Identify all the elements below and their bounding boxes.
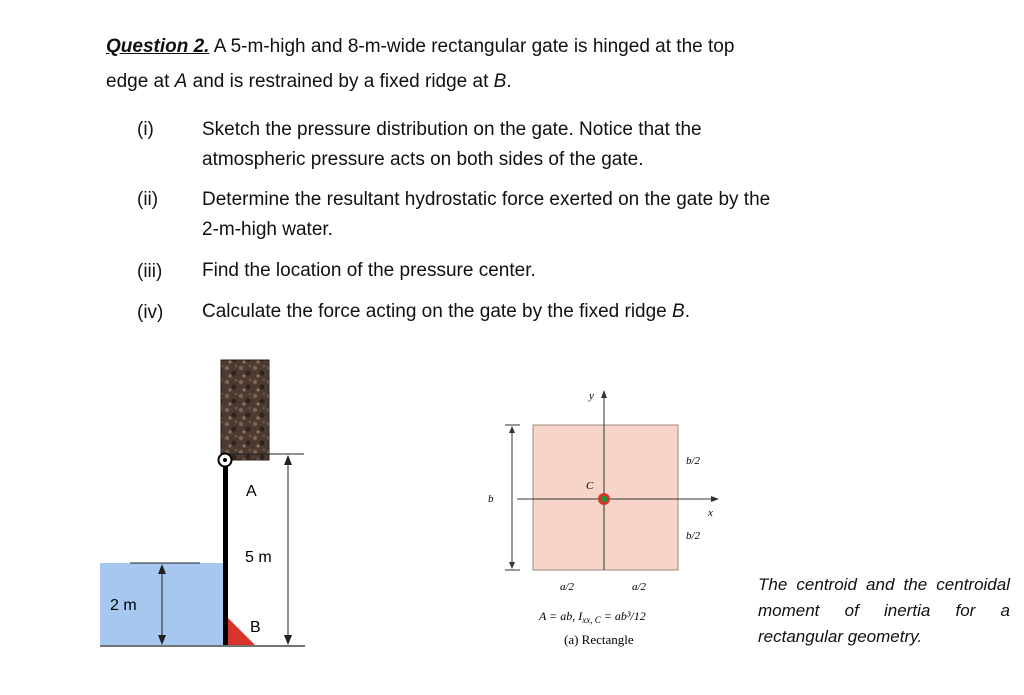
svg-text:b/2: b/2 xyxy=(686,530,701,542)
svg-text:a/2: a/2 xyxy=(632,581,647,593)
inertia-formula: A = ab, $I_{xx, C} = ab^3/12$ xyxy=(539,609,646,625)
item-text-2: Determine the resultant hydrostatic force exerted on the gate by the 2-m-high water. xyxy=(202,189,771,240)
label-water-height: 2 m xyxy=(110,597,137,614)
item-num-3: (iii) xyxy=(137,261,163,282)
label-a: A xyxy=(246,483,257,500)
gate xyxy=(223,460,228,645)
item-num-1: (i) xyxy=(137,119,154,140)
svg-text:a/2: a/2 xyxy=(560,581,575,593)
item-text-3: Find the location of the pressure center. xyxy=(202,260,536,281)
label-b: B xyxy=(250,619,261,636)
item-text-1: Sketch the pressure distribution on the gate. Notice that the atmospheric pressure acts on both sides of the gate. xyxy=(202,119,702,170)
rock-block xyxy=(221,360,269,460)
svg-text:b/2: b/2 xyxy=(686,455,701,467)
rectangle-subcaption: (a) Rectangle xyxy=(564,632,634,647)
question-line-2: edge at A and is restrained by a fixed ridge at B. xyxy=(106,71,512,92)
label-gate-height: 5 m xyxy=(245,549,272,566)
figure-caption: The centroid and the centroidal moment of inertia for a rectangular geometry. xyxy=(758,575,1010,646)
svg-text:b: b xyxy=(488,493,494,505)
svg-text:y: y xyxy=(589,390,594,402)
svg-text:x: x xyxy=(708,507,713,519)
question-title: Question 2. xyxy=(106,36,210,57)
item-num-2: (ii) xyxy=(137,189,159,210)
item-text-4: Calculate the force acting on the gate by the fixed ridge B. xyxy=(202,301,690,322)
centroid-label: C xyxy=(586,480,594,492)
item-num-4: (iv) xyxy=(137,302,164,323)
question-text-1: A 5-m-high and 8-m-wide rectangular gate is hinged at the top xyxy=(209,36,735,57)
